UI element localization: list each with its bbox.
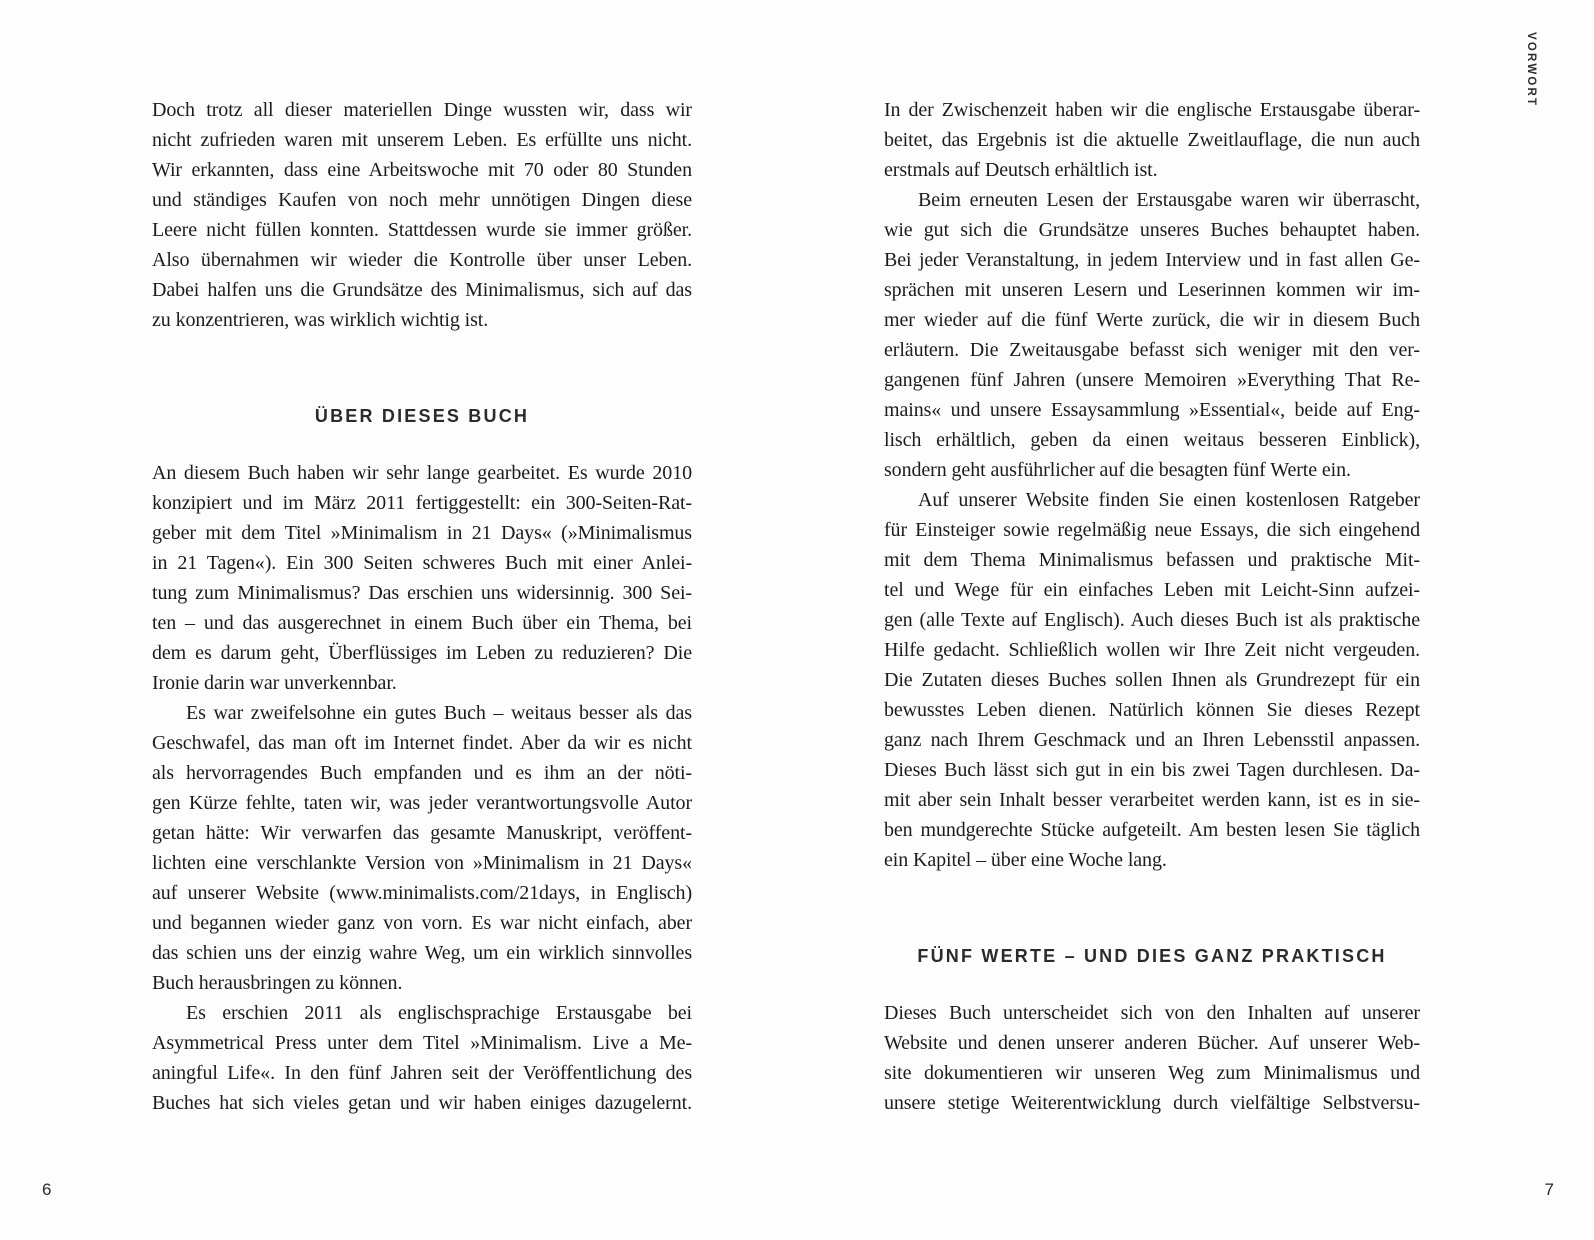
paragraph xyxy=(152,95,692,335)
text-line: tel und Wege für ein einfaches Leben mit Leicht-Sinn aufzei- xyxy=(884,579,1420,601)
text-line: für Einsteiger sowie regelmäßig neue Essays, die sich eingehend xyxy=(884,519,1420,541)
text-line: zu konzentrieren, was wirklich wichtig ist. xyxy=(152,309,489,331)
text-line: beitet, das Ergebnis ist die aktuelle Zweitlauflage, die nun auch xyxy=(884,129,1420,151)
text-line: nicht zufrieden waren mit unserem Leben. Es erfüllte uns nicht. xyxy=(152,129,692,151)
text-line: Ironie darin war unverkennbar. xyxy=(152,672,397,694)
text-line: mer wieder auf die fünf Werte zurück, die wir in diesem Buch xyxy=(884,309,1420,331)
paragraph xyxy=(884,998,1420,1118)
text-line: auf unserer Website (www.minimalists.com/21days, in Englisch) xyxy=(152,882,692,904)
text-line: erläutern. Die Zweitausgabe befasst sich weniger mit den ver- xyxy=(884,339,1420,361)
text-line: und ständiges Kaufen von noch mehr unnötigen Dingen diese xyxy=(152,189,692,211)
text-line: unsere stetige Weiterentwicklung durch vielfältige Selbstversu- xyxy=(884,1092,1420,1114)
text-line: und begannen wieder ganz von vorn. Es war nicht einfach, aber xyxy=(152,912,692,934)
text-line: Website und denen unserer anderen Bücher. Auf unserer Web- xyxy=(884,1032,1420,1054)
running-header-vorwort: VORWORT xyxy=(1525,32,1537,108)
text-line: Leere nicht füllen konnten. Stattdessen wurde sie immer größer. xyxy=(152,219,692,241)
text-line: das schien uns der einzig wahre Weg, um ein wirklich sinnvolles xyxy=(152,942,692,964)
text-line: mit dem Thema Minimalismus befassen und praktische Mit- xyxy=(884,549,1420,571)
text-line: Dieses Buch unterscheidet sich von den Inhalten auf unserer xyxy=(884,1002,1420,1024)
text-line: erstmals auf Deutsch erhältlich ist. xyxy=(884,159,1158,181)
text-line: ben mundgerechte Stücke aufgeteilt. Am besten lesen Sie täglich xyxy=(884,819,1420,841)
text-column-right xyxy=(884,95,1420,1118)
text-line: Asymmetrical Press unter dem Titel »Minimalism. Live a Me- xyxy=(152,1032,692,1054)
text-line: gangenen fünf Jahren (unsere Memoiren »Everything That Re- xyxy=(884,369,1420,391)
text-line: Buches hat sich vieles getan und wir haben einiges dazugelernt. xyxy=(152,1092,692,1114)
text-line: wie gut sich die Grundsätze unseres Buches behauptet haben. xyxy=(884,219,1420,241)
section-heading: FÜNF WERTE – UND DIES GANZ PRAKTISCH xyxy=(917,946,1387,966)
text-line: Also übernahmen wir wieder die Kontrolle über unser Leben. xyxy=(152,249,692,271)
text-line: ein Kapitel – über eine Woche lang. xyxy=(884,849,1167,871)
paragraph xyxy=(884,485,1420,875)
text-line: Es erschien 2011 als englischsprachige Erstausgabe bei xyxy=(186,1002,692,1024)
text-line: in 21 Tagen«). Ein 300 Seiten schweres Buch mit einer Anlei- xyxy=(152,552,692,574)
text-line: Buch herausbringen zu können. xyxy=(152,972,403,994)
text-line: ganz nach Ihrem Geschmack und an Ihren Lebensstil anpassen. xyxy=(884,729,1420,751)
text-line: gen Kürze fehlte, taten wir, was jeder verantwortungsvolle Autor xyxy=(152,792,692,814)
text-column-left xyxy=(152,95,692,1118)
text-line: konzipiert und im März 2011 fertiggestellt: ein 300-Seiten-Rat- xyxy=(152,492,692,514)
text-line: lisch erhältlich, geben da einen weitaus besseren Einblick), xyxy=(884,429,1420,451)
page-number-right: 7 xyxy=(1544,1180,1554,1199)
text-line: ten – und das ausgerechnet in einem Buch über ein Thema, bei xyxy=(152,612,692,634)
text-line: als hervorragendes Buch empfanden und es ihm an der nöti- xyxy=(152,762,692,784)
text-line: Die Zutaten dieses Buches sollen Ihnen als Grundrezept für ein xyxy=(884,669,1420,691)
text-line: Dieses Buch lässt sich gut in ein bis zwei Tagen durchlesen. Da- xyxy=(884,759,1420,781)
section-heading: ÜBER DIESES BUCH xyxy=(314,406,530,426)
text-line: site dokumentieren wir unseren Weg zum Minimalismus und xyxy=(884,1062,1420,1084)
text-line: Auf unserer Website finden Sie einen kostenlosen Ratgeber xyxy=(918,489,1420,511)
text-line: bewusstes Leben dienen. Natürlich können Sie dieses Rezept xyxy=(884,699,1420,721)
text-line: Dabei halfen uns die Grundsätze des Minimalismus, sich auf das xyxy=(152,279,692,301)
text-line: dem es darum geht, Überflüssiges im Leben zu reduzieren? Die xyxy=(152,642,692,664)
text-line: mains« und unsere Essaysammlung »Essential«, beide auf Eng- xyxy=(884,399,1420,421)
text-line: lichten eine verschlankte Version von »Minimalism in 21 Days« xyxy=(152,852,692,874)
text-line: getan hätte: Wir verwarfen das gesamte Manuskript, veröffent- xyxy=(152,822,692,844)
text-line: sondern geht ausführlicher auf die besagten fünf Werte ein. xyxy=(884,459,1351,481)
page-number-left: 6 xyxy=(42,1180,52,1199)
text-line: Beim erneuten Lesen der Erstausgabe waren wir überrascht, xyxy=(918,189,1420,211)
text-line: Wir erkannten, dass eine Arbeitswoche mit 70 oder 80 Stunden xyxy=(152,159,692,181)
text-line: sprächen mit unseren Lesern und Leserinnen kommen wir im- xyxy=(884,279,1420,301)
text-line: mit aber sein Inhalt besser verarbeitet werden kann, ist es in sie- xyxy=(884,789,1420,811)
text-line: An diesem Buch haben wir sehr lange gearbeitet. Es wurde 2010 xyxy=(152,462,692,484)
text-line: tung zum Minimalismus? Das erschien uns widersinnig. 300 Sei- xyxy=(152,582,692,604)
text-line: Bei jeder Veranstaltung, in jedem Interview und in fast allen Ge- xyxy=(884,249,1420,271)
text-line: aningful Life«. In den fünf Jahren seit der Veröffentlichung des xyxy=(152,1062,692,1084)
text-line: Geschwafel, das man oft im Internet findet. Aber da wir es nicht xyxy=(152,732,692,754)
paragraph xyxy=(152,998,692,1118)
text-line: Hilfe gedacht. Schließlich wollen wir Ihre Zeit nicht vergeuden. xyxy=(884,639,1420,661)
text-line: gen (alle Texte auf Englisch). Auch dieses Buch ist als praktische xyxy=(884,609,1420,631)
text-line: geber mit dem Titel »Minimalism in 21 Days« (»Minimalismus xyxy=(152,522,692,544)
paragraph xyxy=(884,185,1420,485)
text-line: In der Zwischenzeit haben wir die englische Erstausgabe überar- xyxy=(884,99,1420,121)
paragraph xyxy=(884,95,1420,185)
paragraph xyxy=(152,698,692,998)
text-line: Es war zweifelsohne ein gutes Buch – weitaus besser als das xyxy=(186,702,692,724)
text-line: Doch trotz all dieser materiellen Dinge wussten wir, dass wir xyxy=(152,99,692,121)
paragraph xyxy=(152,458,692,698)
